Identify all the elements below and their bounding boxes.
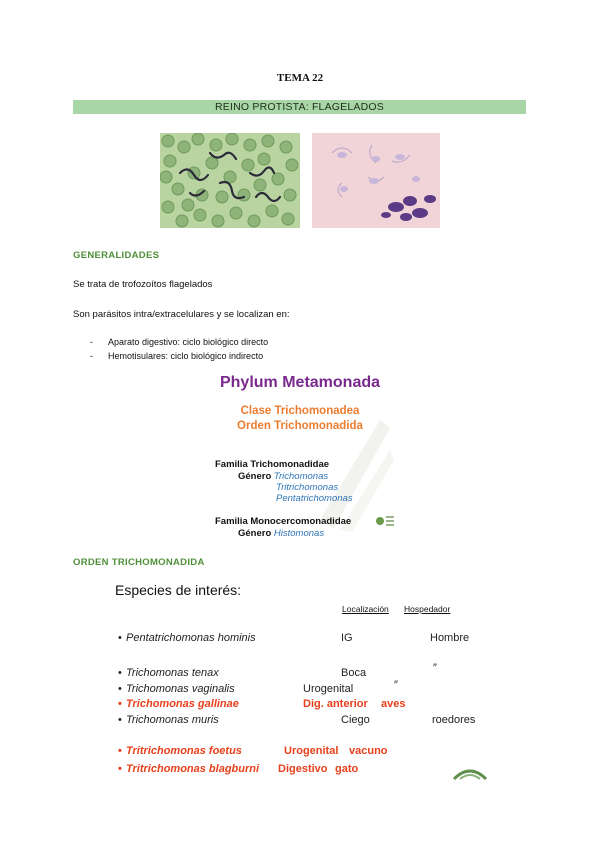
familia-monocercomonadidae: Familia Monocercomonadidae	[215, 516, 352, 527]
species-localizacion: Dig. anterior	[303, 698, 368, 710]
genus-histomonas: Histomonas	[273, 528, 325, 539]
familia-trichomonadidae: Familia Trichomonadidae	[215, 459, 330, 470]
species-hospedador: ″	[433, 662, 437, 674]
column-hospedador: Hospedador	[404, 604, 451, 614]
genero-label: Género	[238, 528, 272, 539]
section-heading-generalidades: GENERALIDADES	[73, 250, 160, 261]
species-row	[118, 683, 235, 695]
genus-pentatrichomonas: Pentatrichomonas	[276, 493, 353, 504]
species-name: Trichomonas tenax	[126, 667, 219, 679]
bullet: •	[118, 683, 122, 695]
column-localizacion: Localización	[342, 604, 389, 614]
species-row	[118, 745, 242, 757]
species-name: Tritrichomonas blagburni	[126, 763, 260, 775]
species-localizacion: Digestivo	[278, 763, 328, 775]
species-row	[118, 698, 239, 710]
trichomonas-stained-photo	[312, 133, 440, 228]
genus-trichomonas: Trichomonas	[273, 471, 329, 482]
species-row	[118, 763, 259, 775]
bullet: •	[118, 667, 122, 679]
genero-row-2	[238, 528, 324, 539]
clase-label: Clase Trichomonadea	[240, 405, 360, 417]
bullet: •	[118, 632, 122, 644]
species-hospedador: vacuno	[349, 745, 388, 757]
species-localizacion: Ciego	[341, 714, 370, 726]
species-localizacion: Urogenital	[303, 683, 354, 695]
list-dash: -	[90, 351, 93, 361]
paragraph-trofozoitos: Se trata de trofozoítos flagelados	[73, 279, 213, 290]
list-item-text: Hemotisulares: ciclo biológico indirecto	[108, 351, 264, 361]
bullet: •	[118, 714, 122, 726]
species-localizacion: Boca	[341, 667, 367, 679]
species-localizacion: Urogenital	[284, 745, 339, 757]
species-title: Especies de interés:	[115, 582, 242, 598]
page-title: TEMA 22	[276, 72, 324, 84]
species-hospedador: ″	[394, 679, 398, 691]
section-banner: REINO PROTISTA: FLAGELADOS	[73, 100, 526, 114]
orden-label: Orden Trichomonadida	[237, 420, 363, 432]
list-item	[90, 351, 390, 365]
species-hospedador: gato	[335, 763, 359, 775]
localization-list	[90, 337, 390, 367]
list-item-text: Aparato digestivo: ciclo biológico directo	[108, 337, 269, 347]
section-heading-orden: ORDEN TRICHOMONADIDA	[73, 557, 205, 568]
species-row	[118, 714, 219, 726]
university-seal-icon	[452, 767, 488, 781]
trypanosomes-blood-smear-photo	[160, 133, 300, 228]
species-name: Trichomonas vaginalis	[126, 683, 235, 695]
bullet: •	[118, 763, 122, 775]
bullet: •	[118, 698, 122, 710]
genus-tritrichomonas: Tritrichomonas	[276, 482, 339, 493]
species-hospedador: aves	[381, 698, 406, 710]
species-row	[118, 632, 256, 644]
species-name: Trichomonas gallinae	[126, 698, 239, 710]
species-hospedador: roedores	[432, 714, 476, 726]
university-logo-icon	[375, 513, 395, 529]
species-name: Tritrichomonas foetus	[126, 745, 242, 757]
species-hospedador: Hombre	[430, 632, 470, 644]
list-dash: -	[90, 337, 93, 347]
species-name: Trichomonas muris	[126, 714, 219, 726]
bullet: •	[118, 745, 122, 757]
genero-row-1	[238, 471, 328, 482]
genero-label: Género	[238, 471, 272, 482]
paragraph-parasitos: Son parásitos intra/extracelulares y se localizan en:	[73, 309, 290, 320]
species-row	[118, 667, 219, 679]
species-localizacion: IG	[341, 632, 353, 644]
phylum-title: Phylum Metamonada	[219, 374, 381, 391]
species-name: Pentatrichomonas hominis	[126, 632, 256, 644]
list-item	[90, 337, 390, 351]
